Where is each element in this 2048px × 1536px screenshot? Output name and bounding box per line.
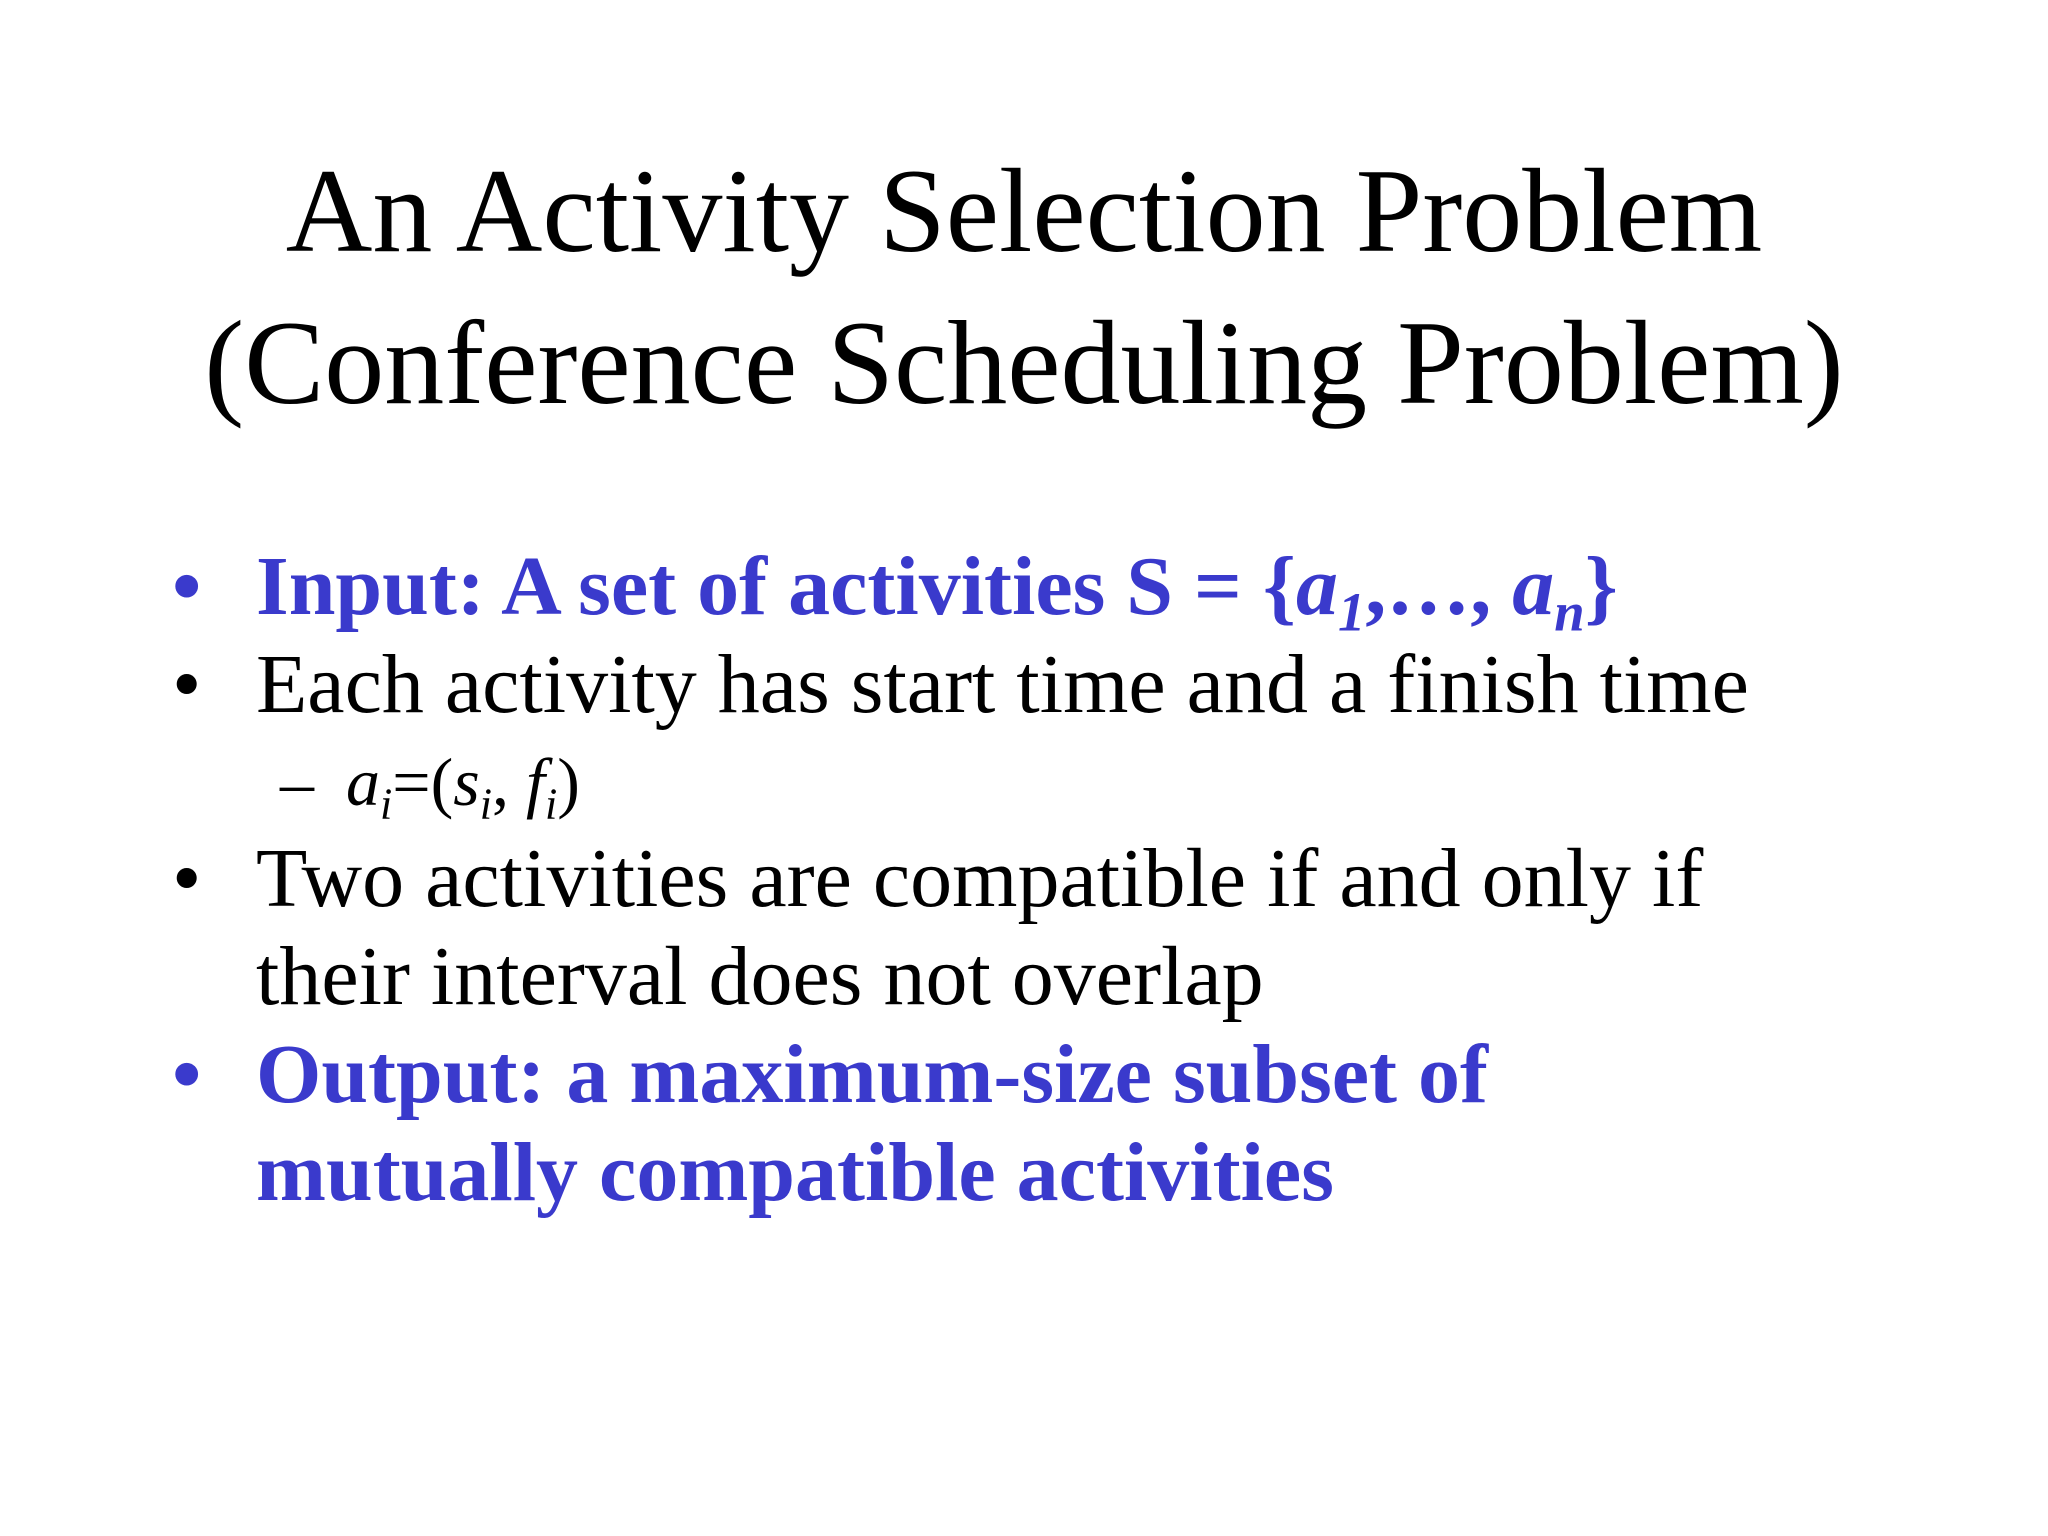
bullet-output <box>160 1026 2000 1222</box>
formula-a: a <box>346 744 380 820</box>
sub-bullet-dash: – <box>280 744 314 820</box>
each-activity-text: Each activity has start time and a finish time <box>256 638 1749 731</box>
title-line-2: (Conference Scheduling Problem) <box>204 296 1844 429</box>
bullet-marker: • <box>172 638 202 731</box>
formula-close: ) <box>557 744 580 820</box>
formula-eq: =( <box>392 744 454 820</box>
input-prefix: Input: A set of activities S = { <box>256 540 1296 633</box>
output-line-1: Output: a maximum-size subset of <box>256 1028 1488 1121</box>
input-a1: a <box>1296 540 1338 633</box>
formula-sub-i-2: i <box>479 779 493 829</box>
formula-sub-i-3: i <box>544 779 558 829</box>
activity-formula <box>346 744 580 829</box>
formula-sub-i-1: i <box>380 779 393 829</box>
bullet-compatible <box>160 830 2000 1026</box>
bullet-list <box>160 538 2000 1222</box>
output-line-2: mutually compatible activities <box>256 1126 1334 1219</box>
formula-f: f <box>526 744 545 820</box>
input-sub-1: 1 <box>1338 581 1366 643</box>
compatible-line-1: Two activities are compatible if and only if <box>256 832 1704 925</box>
input-suffix: } <box>1584 540 1618 633</box>
input-middle: ,…, <box>1365 540 1513 633</box>
compatible-line-2: their interval does not overlap <box>256 930 1264 1023</box>
formula-s: s <box>453 744 480 820</box>
bullet-marker: • <box>172 540 202 633</box>
bullet-marker: • <box>172 832 202 925</box>
title-line-1: An Activity Selection Problem <box>285 144 1763 277</box>
bullet-input <box>160 538 2000 643</box>
sub-bullet-formula <box>160 734 2000 830</box>
input-an: a <box>1512 540 1555 633</box>
input-sub-n: n <box>1554 581 1585 643</box>
bullet-each-activity <box>160 636 2000 734</box>
formula-comma: , <box>492 744 527 820</box>
bullet-marker: • <box>172 1028 202 1121</box>
slide-title <box>0 135 2048 439</box>
